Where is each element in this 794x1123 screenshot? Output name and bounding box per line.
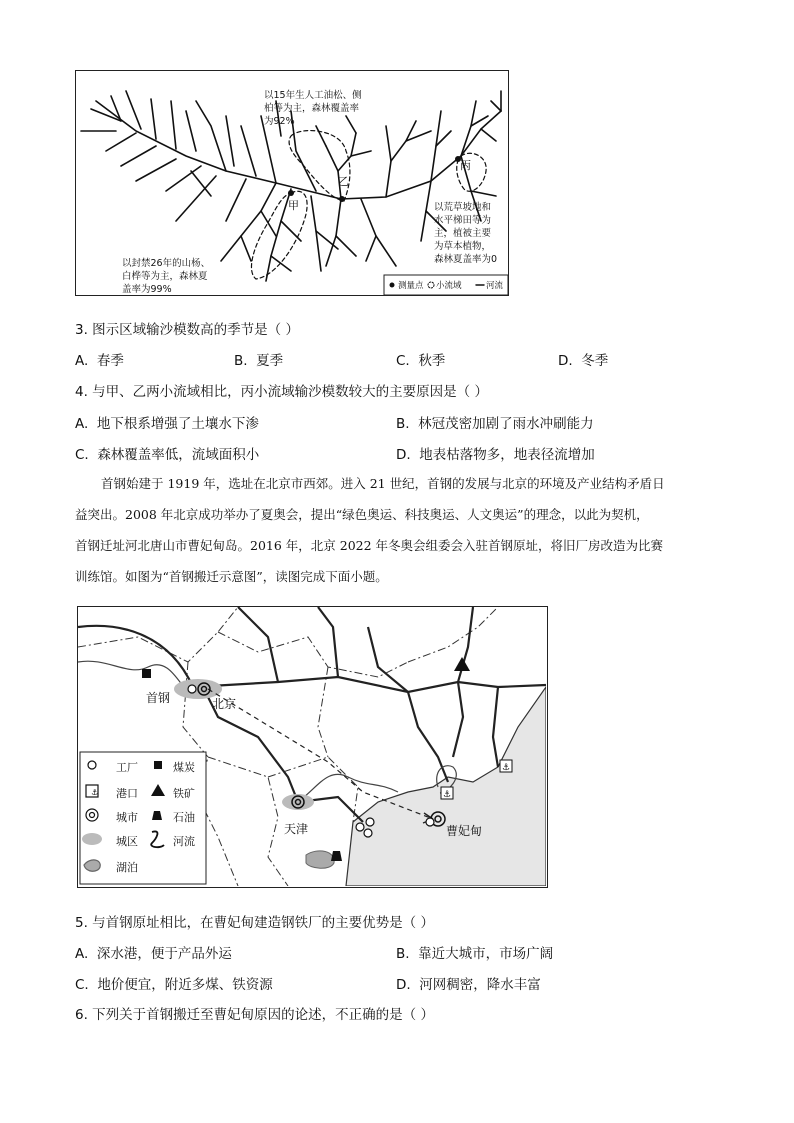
legend-basin-label: 小流域 xyxy=(436,281,462,291)
annotation-pine: 以15年生人工油松、侧 柏等为主，森林覆盖率 为92% xyxy=(264,90,362,127)
q3-option-d[interactable]: D. 冬季 xyxy=(558,353,609,369)
q3-option-b[interactable]: B. 夏季 xyxy=(234,353,284,369)
question-6: 6. 下列关于首钢搬迁至曹妃甸原因的论述，不正确的是（ ） xyxy=(75,1007,434,1023)
q5-option-c[interactable]: C. 地价便宜，附近多煤、铁资源 xyxy=(75,977,273,993)
passage-line: 首钢始建于 1919 年，选址在北京市西郊。进入 21 世纪，首钢的发展与北京的环境及产业结构矛盾日 xyxy=(101,476,665,491)
passage-line: 首钢迁址河北唐山市曹妃甸岛。2016 年，北京 2022 年冬奥会组委会入驻首钢原址，将旧厂房改造为比赛 xyxy=(75,538,664,553)
legend-oil: 石油 xyxy=(173,811,195,824)
watershed-map xyxy=(75,70,509,296)
svg-text:⚓: ⚓ xyxy=(91,788,99,797)
legend-river-label: 河流 xyxy=(486,281,504,291)
legend-lake: 湖泊 xyxy=(116,861,138,874)
q4-option-b[interactable]: B. 林冠茂密加剧了雨水冲刷能力 xyxy=(396,416,594,432)
question-5: 5. 与首钢原址相比，在曹妃甸建造钢铁厂的主要优势是（ ） xyxy=(75,915,434,931)
legend-river: 河流 xyxy=(173,835,195,848)
question-4: 4. 与甲、乙两小流域相比，丙小流域输沙模数较大的主要原因是（ ） xyxy=(75,384,488,400)
label-caofeidian: 曹妃甸 xyxy=(446,824,483,838)
label-beijing: 北京 xyxy=(212,697,237,711)
legend-iron: 铁矿 xyxy=(173,787,195,800)
reading-passage xyxy=(75,468,725,592)
passage-line: 训练馆。如图为“首钢搬迁示意图”，读图完成下面小题。 xyxy=(75,569,388,584)
legend-factory: 工厂 xyxy=(116,761,138,774)
relocation-map xyxy=(77,606,548,888)
legend-city: 城市 xyxy=(116,811,138,824)
passage-line: 益突出。2008 年北京成功举办了夏奥会，提出“绿色奥运、科技奥运、人文奥运”的理念，以此为契机， xyxy=(75,507,649,522)
legend-point-label: 测量点 xyxy=(398,281,424,291)
relocation-map-graphic xyxy=(78,607,546,886)
annotation-grass: 以荒草坡地和 水平梯田等为 主，植被主要 为草本植物， 森林夏盖率为0 xyxy=(434,202,498,265)
question-3: 3. 图示区域输沙模数高的季节是（ ） xyxy=(75,322,299,338)
q5-option-a[interactable]: A. 深水港，便于产品外运 xyxy=(75,946,232,962)
q4-option-d[interactable]: D. 地表枯落物多，地表径流增加 xyxy=(396,447,595,463)
label-tianjin: 天津 xyxy=(284,822,309,836)
q3-option-c[interactable]: C. 秋季 xyxy=(396,353,446,369)
q4-option-a[interactable]: A. 地下根系增强了土壤水下渗 xyxy=(75,416,259,432)
legend-urban: 城区 xyxy=(116,835,138,848)
label-bing: 丙 xyxy=(460,159,471,172)
label-yi: 乙 xyxy=(338,175,349,188)
q5-option-d[interactable]: D. 河网稠密，降水丰富 xyxy=(396,977,541,993)
q4-option-c[interactable]: C. 森林覆盖率低，流域面积小 xyxy=(75,447,260,463)
svg-text:⚓: ⚓ xyxy=(502,763,511,773)
q3-option-a[interactable]: A. 春季 xyxy=(75,353,124,369)
svg-text:⚓: ⚓ xyxy=(443,790,452,800)
annotation-aspen: 以封禁26年的山杨、 白桦等为主，森林夏 盖率为99% xyxy=(122,258,211,295)
label-jia: 甲 xyxy=(288,199,299,212)
legend-coal: 煤炭 xyxy=(173,761,195,774)
q5-option-b[interactable]: B. 靠近大城市，市场广阔 xyxy=(396,946,554,962)
legend-port: 港口 xyxy=(116,787,138,800)
label-shougang: 首钢 xyxy=(146,691,171,705)
